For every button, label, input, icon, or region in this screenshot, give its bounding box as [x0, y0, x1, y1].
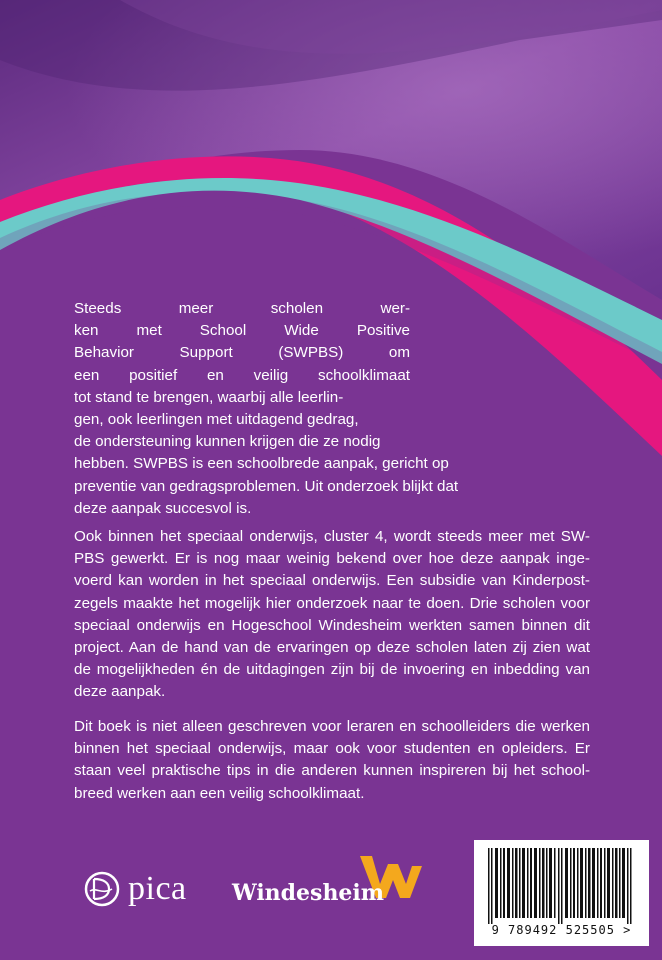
text-line: Dit boek is niet alleen geschreven voor leraren en schoolleiders die werken: [74, 718, 590, 735]
text-line: een positief en veilig schoolklimaat: [74, 366, 410, 384]
text-line: Ook binnen het speciaal onderwijs, cluster 4, wordt steeds meer met SW-: [74, 528, 590, 545]
text-line: speciaal onderwijs en Hogeschool Windesheim werkten samen binnen dit: [74, 616, 590, 634]
windesheim-wordmark: Windesheim: [232, 880, 385, 906]
intro-paragraph: [74, 298, 459, 520]
text-line: deze aanpak succesvol is.: [74, 499, 252, 517]
isbn-barcode: [474, 840, 649, 946]
text-line: staan veel praktische tips in die anderen kunnen inspireren bij het school-: [74, 762, 590, 780]
text-line: tot stand te brengen, waarbij alle leerlin-: [74, 388, 344, 406]
text-line: de ondersteuning kunnen krijgen die ze nodig: [74, 433, 381, 451]
text-line: hebben. SWPBS is een schoolbrede aanpak, gericht op: [74, 455, 449, 473]
body-paragraph-3: [74, 716, 590, 805]
text-line: de mogelijkheden én de uitdagingen zijn bij de invoering en inbedding van: [74, 661, 590, 679]
text-line: breed werken aan een veilig schoolklimaat.: [74, 784, 365, 802]
text-line: Steeds meer scholen wer-: [74, 300, 410, 317]
text-line: project. Aan de hand van de ervaringen op deze scholen laten zij zien wat: [74, 639, 590, 657]
text-line: zegels maakte het mogelijk hier onderzoek naar te doen. Drie scholen voor: [74, 594, 590, 612]
text-line: preventie van gedragsproblemen. Uit onderzoek blijkt dat: [74, 477, 459, 495]
text-line: deze aanpak.: [74, 683, 166, 701]
text-line: voerd kan worden in het speciaal onderwijs. Een subsidie van Kinderpost-: [74, 572, 590, 590]
text-line: gen, ook leerlingen met uitdagend gedrag,: [74, 411, 359, 429]
barcode-icon: [474, 840, 649, 924]
body-paragraph-2: [74, 526, 590, 704]
pica-logo: [82, 864, 187, 914]
text-line: binnen het speciaal onderwijs, maar ook voor studenten en opleiders. Er: [74, 740, 590, 758]
text-line: PBS gewerkt. Er is nog maar weinig bekend over hoe deze aanpak inge-: [74, 550, 590, 568]
isbn-number: 9 789492 525505 >: [491, 923, 632, 937]
pica-wordmark: pica: [128, 870, 187, 907]
pica-emblem-icon: [82, 869, 122, 909]
text-line: ken met School Wide Positive: [74, 322, 410, 340]
text-line: Behavior Support (SWPBS) om: [74, 344, 410, 362]
